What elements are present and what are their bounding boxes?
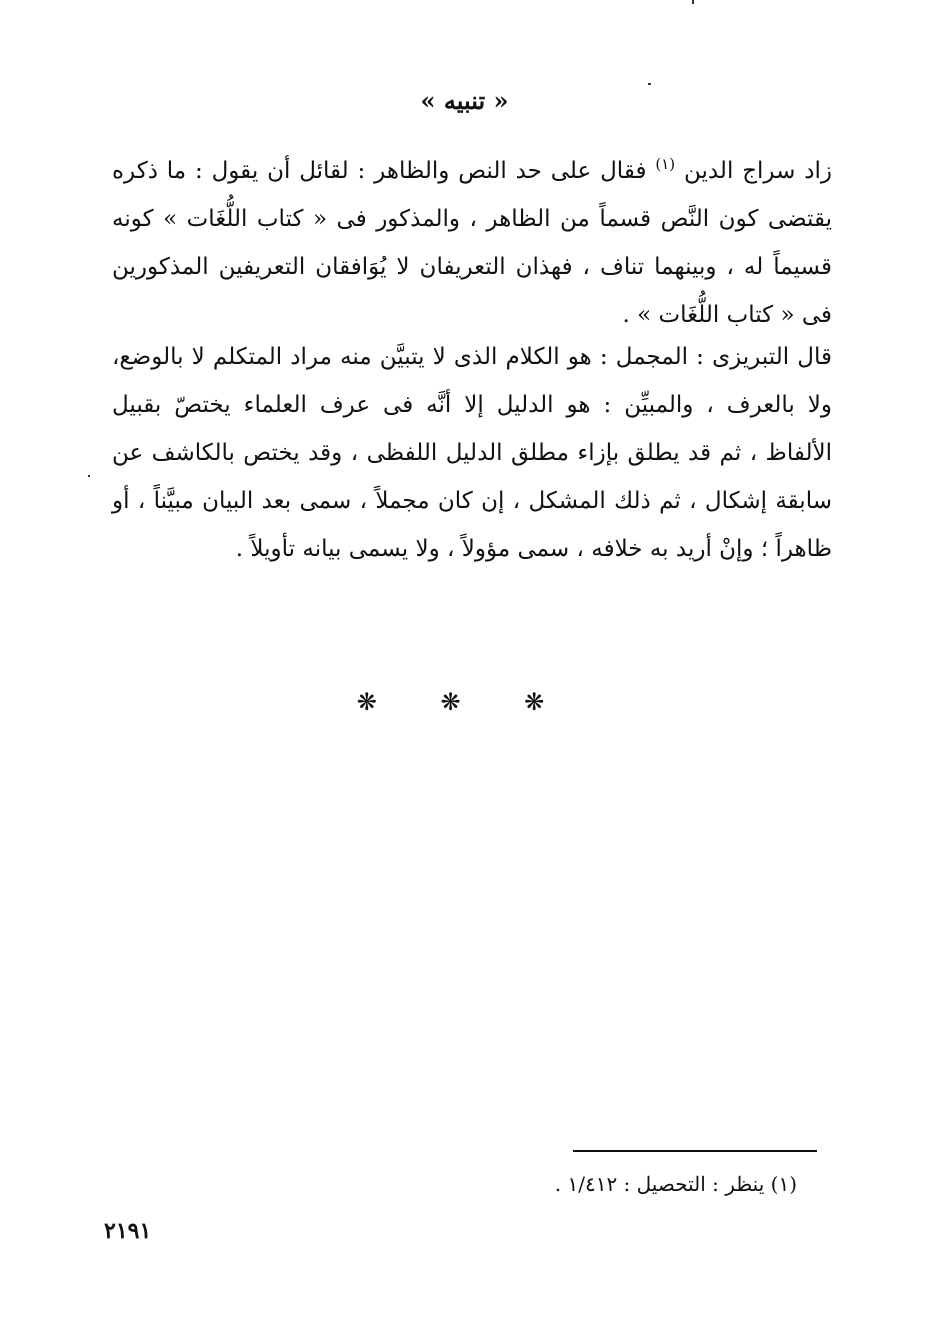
page-number: ٢١٩١ [104,1218,152,1244]
scan-speck [692,0,694,4]
scan-speck [88,475,90,477]
section-heading: « تنبيه » [420,86,509,115]
paragraph-2: قال التبريزى : المجمل : هو الكلام الذى لا يتبيَّن منه مراد المتكلم لا بالوضع، ولا بالعرف ، والمبيِّن : هو الدليل إلا أنَّه فى عرف العلماء يختصّ بقبيل الألفاظ ، ثم قد يطلق بإزاء مطلق الدليل اللفظى ، وقد يختص بالكاشف عن سابقة إشكال ، ثم ذلك المشكل ، إن كان مجملاً ، سمى بعد البيان مبيَّناً ، أو ظاهراً ؛ وإنْ أريد به خلافه ، سمى مؤولاً ، ولا يسمى بيانه تأويلاً . [112,344,832,562]
section-separator: ❋ ❋ ❋ [356,688,573,716]
paragraph-1-body: فقال على حد النص والظاهر : لقائل أن يقول : ما ذكره يقتضى كون النَّص قسماً من الظاهر ، والمذكور فى « كتاب اللُّغَات » كونه قسيماً له ، وبينهما تناف ، فهذان التعريفان لا يُوَافقان التعريفين المذكورين فى « كتاب اللُّغَات » . [112,158,832,328]
footnote-reference: (١) [655,155,676,173]
footnote-divider [573,1150,817,1152]
paragraph-1 [112,140,832,339]
paragraph-1-lead: زاد سراج الدين [683,158,832,184]
scan-speck [648,83,651,85]
footnote: (١) ينظر : التحصيل : ١/٤١٢ . [554,1172,797,1196]
